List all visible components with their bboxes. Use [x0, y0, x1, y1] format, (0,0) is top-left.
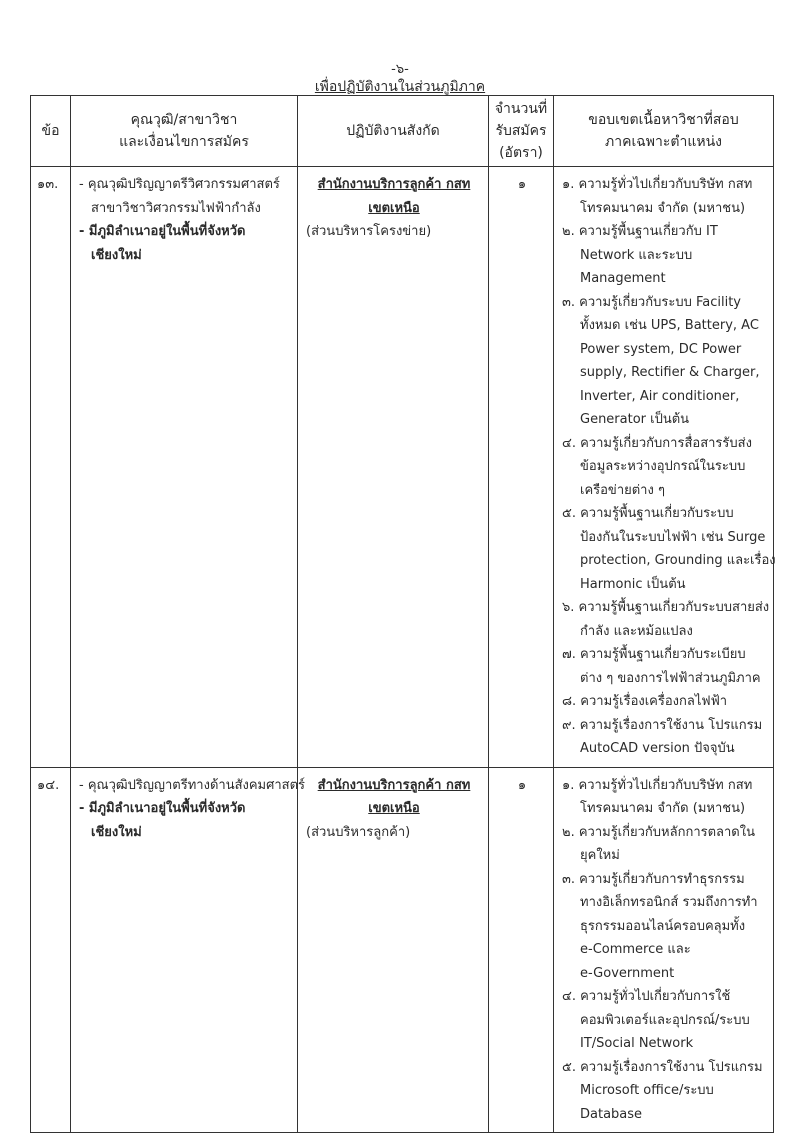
scope-line: ๔. ความรู้ทั่วไปเกี่ยวกับการใช้	[562, 989, 731, 1004]
scope-line: ๖. ความรู้พื้นฐานเกี่ยวกับระบบสายส่ง	[562, 600, 770, 615]
unit-name: สำนักงานบริการลูกค้า กสท	[317, 177, 471, 192]
scope-line: Management	[580, 271, 666, 286]
scope-line: ทั้งหมด เช่น UPS, Battery, AC	[580, 318, 759, 333]
scope-line: ๓. ความรู้เกี่ยวกับระบบ Facility	[562, 294, 741, 310]
table-row	[31, 767, 774, 1133]
scope-item	[562, 596, 770, 643]
count-cell	[489, 767, 554, 1133]
scope-item	[562, 643, 767, 690]
qualification-line: - คุณวุฒิปริญญาตรีทางด้านสังคมศาสตร์	[79, 777, 306, 793]
qualification-cell	[71, 167, 298, 768]
header-text: จำนวนที่	[494, 101, 548, 117]
scope-item	[562, 432, 767, 503]
section-title: เพื่อปฏิบัติงานในส่วนภูมิภาค	[314, 79, 486, 95]
scope-line: ทางอิเล็กทรอนิกส์ รวมถึงการทำ	[580, 895, 758, 910]
header-text: รับสมัคร	[495, 123, 547, 139]
scope-line: supply, Rectifier & Charger,	[580, 365, 760, 380]
header-text: ขอบเขตเนื้อหาวิชาที่สอบ	[588, 112, 739, 128]
position-count: ๑	[517, 177, 527, 192]
header-text: ภาคเฉพาะตำแหน่ง	[605, 134, 722, 150]
scope-line: ๓. ความรู้เกี่ยวกับการทำธุรกรรม	[562, 871, 745, 887]
scope-line: Inverter, Air conditioner,	[580, 388, 740, 404]
count-cell	[489, 167, 554, 768]
page-number: -๖-	[391, 62, 409, 77]
scope-line: ๙. ความรู้เรื่องการใช้งาน โปรแกรม	[562, 717, 763, 733]
scope-line: Power system, DC Power	[580, 341, 742, 357]
scope-item	[562, 868, 767, 986]
unit-name: เขตเหนือ	[368, 200, 420, 216]
scope-line: ข้อมูลระหว่างอุปกรณ์ในระบบ	[580, 459, 746, 474]
scope-line: ๗. ความรู้พื้นฐานเกี่ยวกับระเบียบ	[562, 647, 746, 662]
scope-line: Microsoft office/ระบบ	[580, 1083, 714, 1098]
scope-line: e-Government	[580, 965, 675, 981]
scope-item	[562, 774, 767, 821]
header-no: ข้อ	[31, 96, 71, 167]
qualification-line: เชียงใหม่	[91, 824, 142, 840]
scope-line: เครือข่ายต่าง ๆ	[580, 482, 665, 498]
scope-item	[562, 714, 767, 761]
scope-line: ๘. ความรู้เรื่องเครื่องกลไฟฟ้า	[562, 694, 728, 709]
qualification-line: - คุณวุฒิปริญญาตรีวิศวกรรมศาสตร์	[79, 177, 280, 192]
unit-name: เขตเหนือ	[368, 801, 420, 816]
scope-line: คอมพิวเตอร์และอุปกรณ์/ระบบ	[580, 1012, 750, 1028]
scope-item	[562, 220, 767, 291]
scope-line: ธุรกรรมออนไลน์ครอบคลุมทั้ง	[580, 918, 746, 934]
scope-item	[562, 690, 767, 714]
item-number: ๑๓.	[37, 177, 59, 192]
scope-line: Database	[580, 1106, 643, 1122]
exam-scope-cell	[554, 167, 774, 768]
scope-item	[562, 173, 767, 220]
scope-line: ยุคใหม่	[580, 848, 620, 863]
unit-cell	[298, 767, 489, 1133]
exam-scope-cell	[554, 767, 774, 1133]
scope-line: IT/Social Network	[580, 1036, 694, 1051]
scope-line: Generator เป็นต้น	[580, 412, 690, 427]
scope-item	[562, 1056, 767, 1127]
unit-subdivision: (ส่วนบริหารลูกค้า)	[306, 824, 411, 840]
qualification-line: - มีภูมิลำเนาอยู่ในพื้นที่จังหวัด	[79, 801, 246, 816]
scope-item	[562, 985, 767, 1056]
scope-line: ๑. ความรู้ทั่วไปเกี่ยวกับบริษัท กสท	[562, 777, 753, 793]
unit-cell	[298, 167, 489, 768]
header-unit: ปฏิบัติงานสังกัด	[298, 96, 489, 167]
scope-item	[562, 821, 767, 868]
positions-table	[30, 95, 774, 1133]
scope-line: ๒. ความรู้เกี่ยวกับหลักการตลาดใน	[562, 824, 755, 840]
scope-line: ๒. ความรู้พื้นฐานเกี่ยวกับ IT	[562, 224, 718, 239]
qualification-cell	[71, 767, 306, 1133]
scope-line: ป้องกันในระบบไฟฟ้า เช่น Surge	[580, 529, 766, 545]
header-text: (อัตรา)	[499, 145, 543, 161]
scope-line: ต่าง ๆ ของการไฟฟ้าส่วนภูมิภาค	[580, 670, 761, 686]
qualification-line: - มีภูมิลำเนาอยู่ในพื้นที่จังหวัด	[79, 224, 246, 239]
scope-line: e-Commerce และ	[580, 942, 691, 957]
scope-line: Network และระบบ	[580, 247, 693, 263]
item-number-cell	[31, 767, 71, 1133]
scope-line: โทรคมนาคม จำกัด (มหาชน)	[580, 801, 746, 816]
header-scope	[554, 96, 774, 167]
item-number-cell	[31, 167, 71, 768]
table-header-row	[31, 96, 774, 167]
scope-item	[562, 502, 776, 596]
qualification-line: สาขาวิชาวิศวกรรมไฟฟ้ากำลัง	[91, 200, 261, 216]
header-count	[489, 96, 554, 167]
scope-line: ๔. ความรู้เกี่ยวกับการสื่อสารรับส่ง	[562, 435, 752, 451]
scope-line: Harmonic เป็นต้น	[580, 576, 686, 592]
scope-line: กำลัง และหม้อแปลง	[580, 623, 693, 639]
header-text: คุณวุฒิ/สาขาวิชา	[130, 112, 238, 128]
unit-name: สำนักงานบริการลูกค้า กสท	[317, 777, 471, 793]
table-row	[31, 167, 774, 768]
unit-subdivision: (ส่วนบริหารโครงข่าย)	[306, 224, 432, 239]
header-text: และเงื่อนไขการสมัคร	[119, 134, 249, 150]
qualification-line: เชียงใหม่	[91, 247, 142, 263]
scope-line: ๑. ความรู้ทั่วไปเกี่ยวกับบริษัท กสท	[562, 177, 753, 192]
scope-line: protection, Grounding และเรื่อง	[580, 553, 776, 568]
header-qualification	[71, 96, 298, 167]
scope-line: ๕. ความรู้พื้นฐานเกี่ยวกับระบบ	[562, 506, 734, 521]
scope-item	[562, 291, 767, 432]
scope-line: โทรคมนาคม จำกัด (มหาชน)	[580, 200, 746, 216]
item-number: ๑๔.	[37, 777, 60, 793]
position-count: ๑	[517, 777, 527, 793]
scope-line: ๕. ความรู้เรื่องการใช้งาน โปรแกรม	[562, 1059, 763, 1075]
scope-line: AutoCAD version ปัจจุบัน	[580, 741, 735, 756]
